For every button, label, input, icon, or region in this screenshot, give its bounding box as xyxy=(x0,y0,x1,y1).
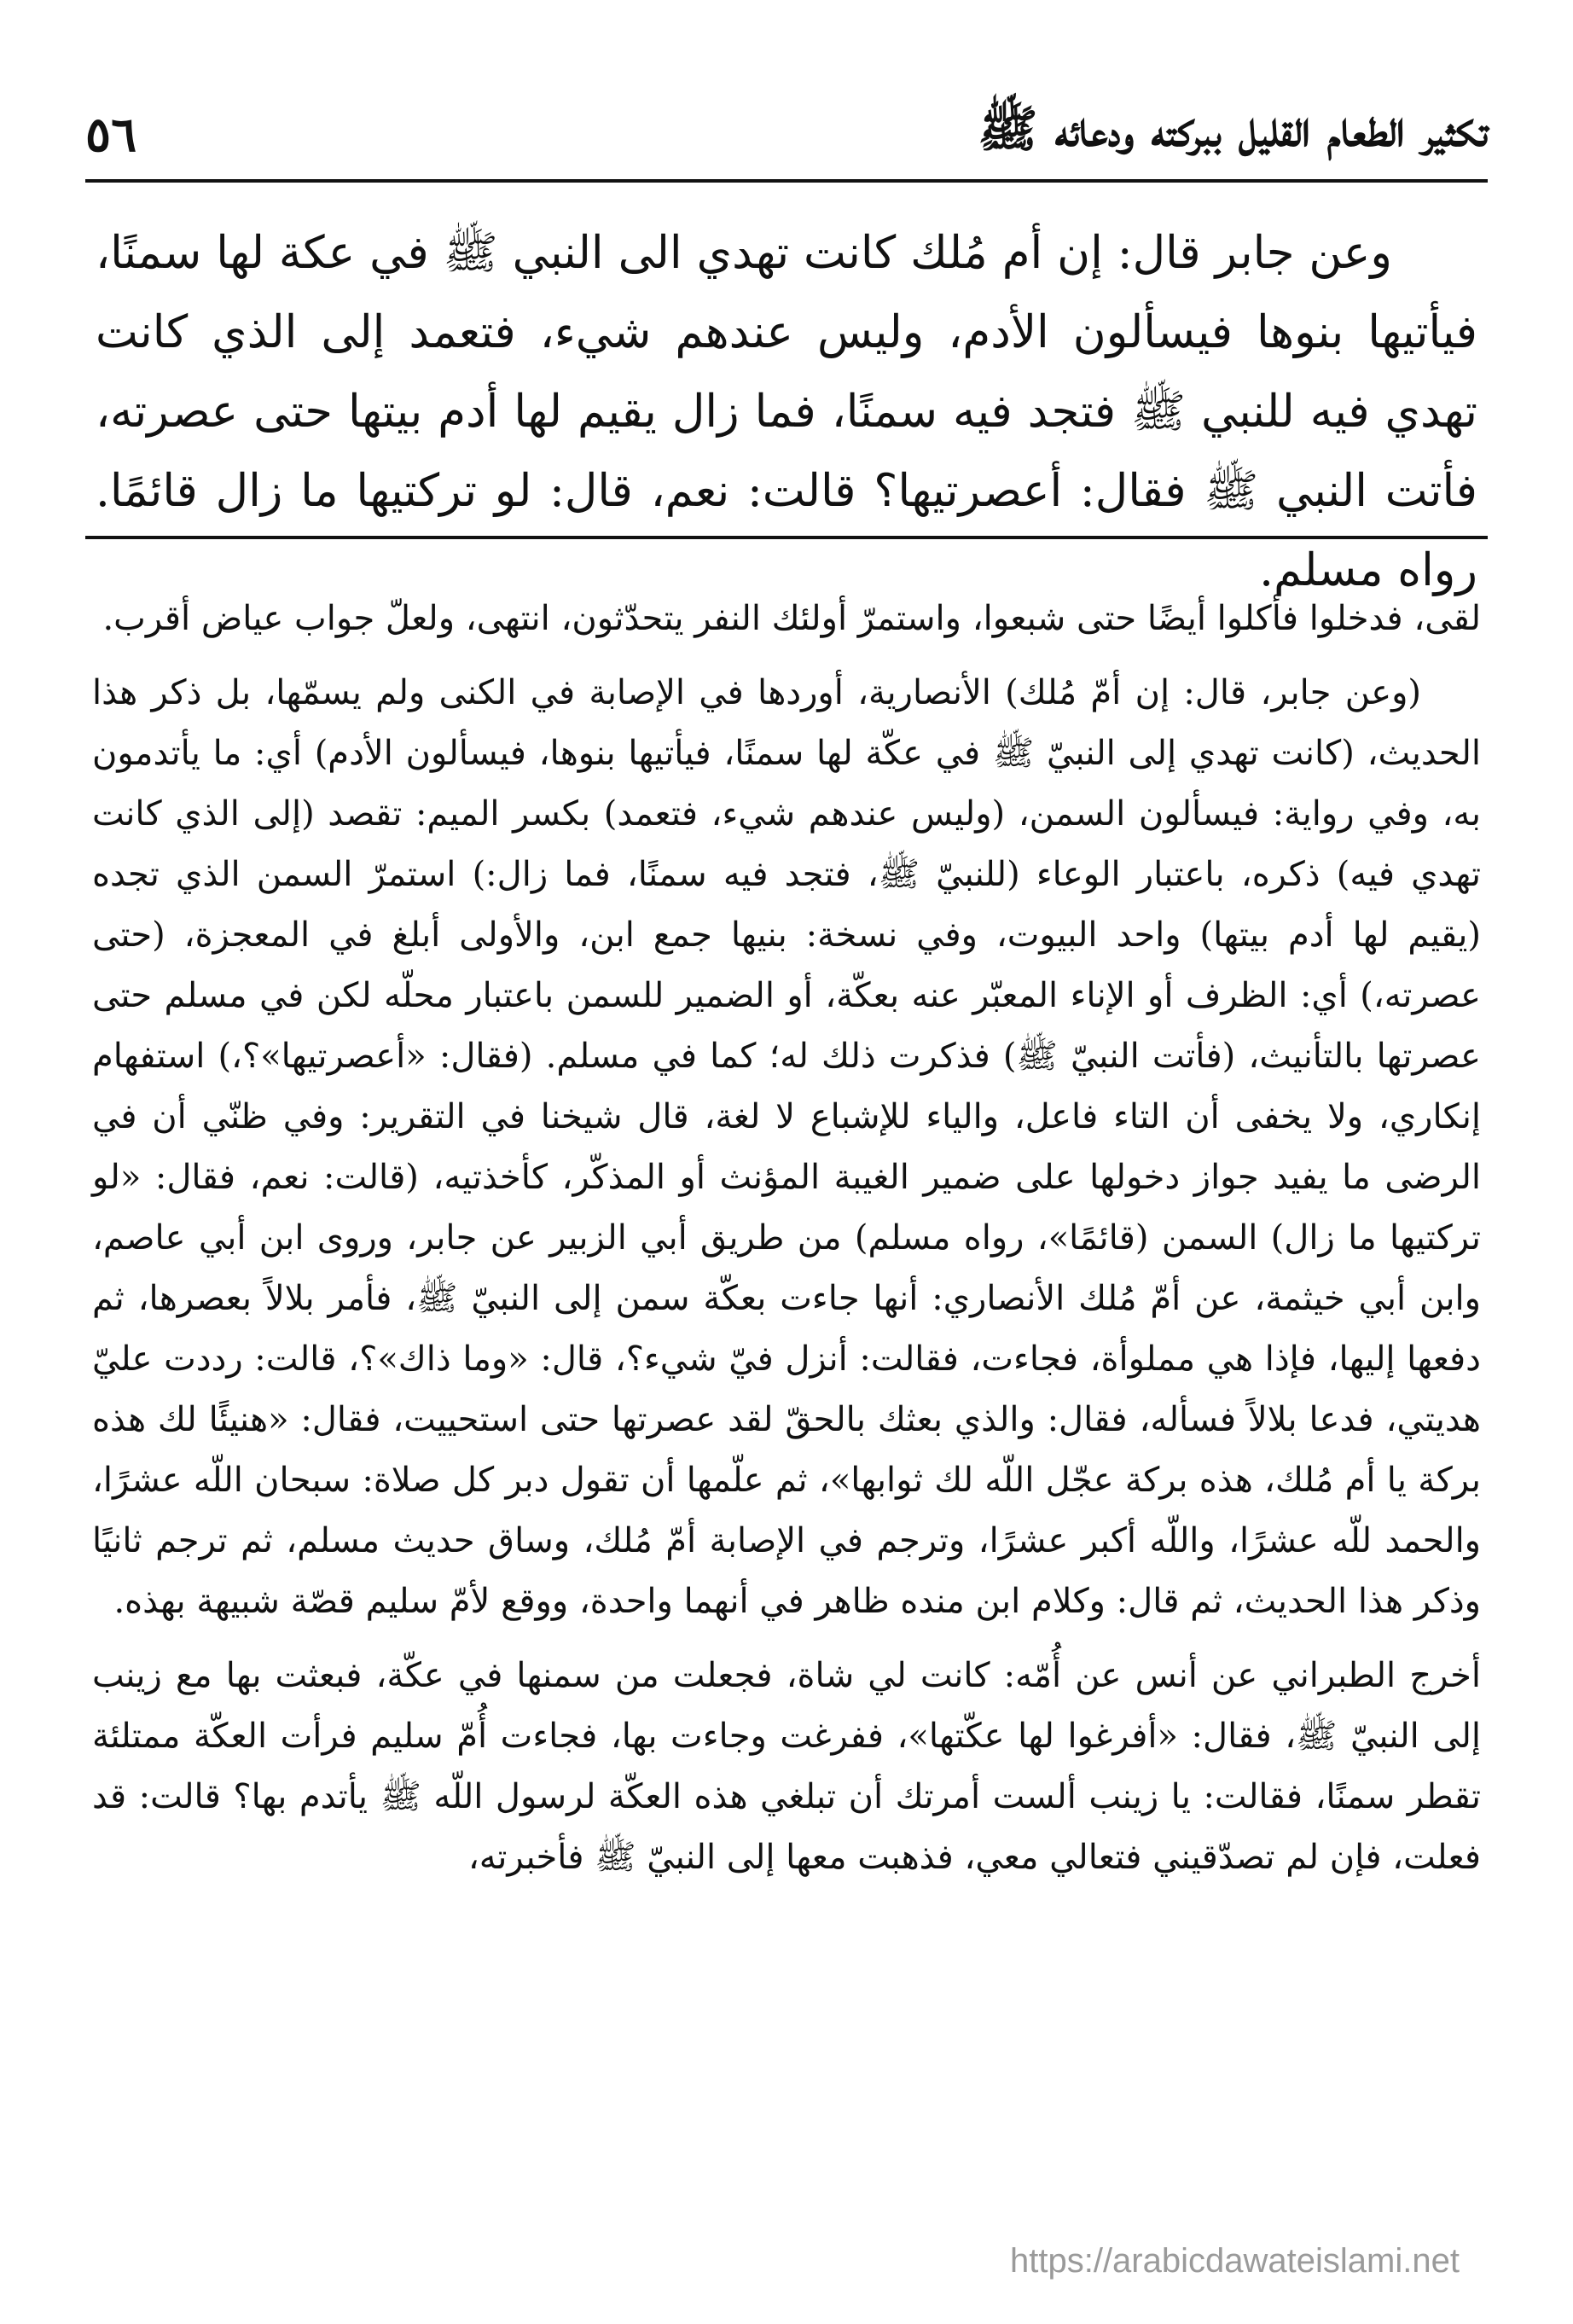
section-divider xyxy=(85,536,1488,539)
page-header xyxy=(85,101,1488,169)
hadith-paragraph: وعن جابر قال: إن أم مُلك كانت تهدي الى النبي ﷺ في عكة لها سمنًا، فيأتيها بنوها فيسألون الأدم، وليس عندهم شيء، فتعمد إلى الذي كانت تهدي فيه للنبي ﷺ فتجد فيه سمنًا، فما زال يقيم لها أدم بيتها حتى عصرته، فأتت النبي ﷺ فقال: أعصرتيها؟ قالت: نعم، قال: لو تركتيها ما زال قائمًا. رواه مسلم. xyxy=(96,227,1477,596)
commentary-block xyxy=(92,589,1481,1902)
header-divider xyxy=(85,179,1488,183)
commentary-paragraph: أخرج الطبراني عن أنس عن أُمّه: كانت لي شاة، فجعلت من سمنها في عكّة، فبعثت بها مع زينب إلى النبيّ ﷺ، فقال: «أفرغوا لها عكّتها»، ففرغت وجاءت بها، فجاءت أُمّ سليم فرأت العكّة ممتلئة تقطر سمنًا، فقالت: يا زينب ألست أمرتك أن تبلغي هذه العكّة لرسول اللّه ﷺ يأتدم بها؟ قالت: قد فعلت، فإن لم تصدّقيني فتعالي معي، فذهبت معها إلى النبيّ ﷺ فأخبرته، xyxy=(92,1656,1481,1877)
commentary-paragraph: (وعن جابر، قال: إن أمّ مُلك) الأنصارية، أوردها في الإصابة في الكنى ولم يسمّها، بل ذكر هذا الحديث، (كانت تهدي إلى النبيّ ﷺ في عكّة لها سمنًا، فيأتيها بنوها، فيسألون الأدم) أي: ما يأتدمون به، وفي رواية: فيسألون السمن، (وليس عندهم شيء، فتعمد) بكسر الميم: تقصد (إلى الذي كانت تهدي فيه) ذكره، باعتبار الوعاء (للنبيّ ﷺ، فتجد فيه سمنًا، فما زال:) استمرّ السمن الذي تجده (يقيم لها أدم بيتها) واحد البيوت، وفي نسخة: بنيها جمع ابن، والأولى أبلغ في المعجزة، (حتى عصرته،) أي: الظرف أو الإناء المعبّر عنه بعكّة، أو الضمير للسمن باعتبار محلّه لكن في مسلم حتى عصرتها بالتأنيث، (فأتت النبيّ ﷺ) فذكرت ذلك له؛ كما في مسلم. (فقال: «أعصرتيها»؟،) استفهام إنكاري، ولا يخفى أن التاء فاعل، والياء للإشباع لا لغة، قال شيخنا في التقرير: وفي ظنّي أن في الرضى ما يفيد جواز دخولها على ضمير الغيبة المؤنث أو المذكّر، كأخذتيه، (قالت: نعم، فقال: «لو تركتيها ما زال) السمن (قائمًا»، رواه مسلم) من طريق أبي الزبير عن جابر، وروى ابن أبي عاصم، وابن أبي خيثمة، عن أمّ مُلك الأنصاري: أنها جاءت بعكّة سمن إلى النبيّ ﷺ، فأمر بلالاً بعصرها، ثم دفعها إليها، فإذا هي مملوأة، فجاءت، فقالت: أنزل فيّ شيء؟، قال: «وما ذاك»؟، قالت: رددت عليّ هديتي، فدعا بلالاً فسأله، فقال: والذي بعثك بالحقّ لقد عصرتها حتى استحييت، فقال: «هنيئًا لك هذه بركة يا أم مُلك، هذه بركة عجّل اللّه لك ثوابها»، ثم علّمها أن تقول دبر كل صلاة: سبحان اللّه عشرًا، والحمد للّه عشرًا، واللّه أكبر عشرًا، وترجم في الإصابة أمّ مُلك، وساق حديث مسلم، ثم ترجم ثانيًا وذكر هذا الحديث، ثم قال: وكلام ابن منده ظاهر في أنهما واحدة، ووقع لأمّ سليم قصّة شبيهة بهذه. xyxy=(92,673,1481,1621)
chapter-title: تكثير الطعام القليل ببركته ودعائه ﷺ xyxy=(978,100,1488,158)
hadith-text-block xyxy=(96,213,1477,610)
watermark-url: https://arabicdawateislami.net xyxy=(1010,2242,1460,2280)
page-number: ٥٦ xyxy=(85,107,137,163)
commentary-paragraph: لقى، فدخلوا فأكلوا أيضًا حتى شبعوا، واستمرّ أولئك النفر يتحدّثون، انتهى، ولعلّ جواب عياض أقرب. xyxy=(102,599,1481,638)
